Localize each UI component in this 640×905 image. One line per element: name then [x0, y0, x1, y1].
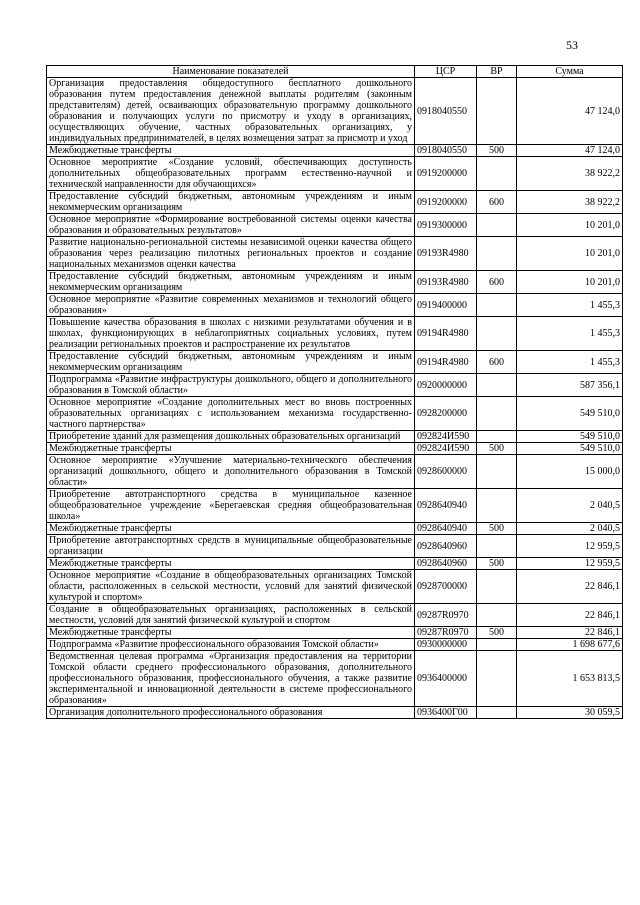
- row-name: Организация дополнительного профессионального образования: [47, 707, 415, 719]
- row-sum: 549 510,0: [517, 431, 623, 443]
- table-row: [47, 558, 623, 570]
- row-sum: 38 922,2: [517, 157, 623, 191]
- page-number: 53: [566, 38, 578, 52]
- row-csr: 092824И590: [415, 431, 477, 443]
- row-csr: 09194R4980: [415, 351, 477, 374]
- row-name: Основное мероприятие «Формирование востребованной системы оценки качества образования и образовательных результатов»: [47, 214, 415, 237]
- row-name: Подпрограмма «Развитие профессионального образования Томской области»: [47, 639, 415, 651]
- row-csr: 0928200000: [415, 397, 477, 431]
- row-csr: 0936400000: [415, 651, 477, 707]
- row-sum: 12 959,5: [517, 558, 623, 570]
- row-name: Предоставление субсидий бюджетным, автономным учреждениям и иным некоммерческим организациям: [47, 191, 415, 214]
- table-row: [47, 604, 623, 627]
- row-sum: 549 510,0: [517, 397, 623, 431]
- row-vr: [477, 535, 517, 558]
- table-row: [47, 317, 623, 351]
- column-header-sum: Сумма: [517, 66, 623, 78]
- row-csr: 0920000000: [415, 374, 477, 397]
- table-row: [47, 707, 623, 719]
- table-header-row: [47, 66, 623, 78]
- budget-table: [46, 65, 623, 719]
- row-sum: 549 510,0: [517, 443, 623, 455]
- row-name: Приобретение автотранспортных средств в муниципальные общеобразовательные организации: [47, 535, 415, 558]
- row-name: Основное мероприятие «Создание дополнительных мест во вновь построенных образовательных организациях с использованием механизма государственно-частного партнерства»: [47, 397, 415, 431]
- row-sum: 1 455,3: [517, 317, 623, 351]
- row-csr: 0928700000: [415, 570, 477, 604]
- row-name: Развитие национально-региональной системы независимой оценки качества общего образования через реализацию пилотных региональных проектов и создание национальных механизмов оценки качества: [47, 237, 415, 271]
- row-csr: 0928640940: [415, 489, 477, 523]
- table-row: [47, 351, 623, 374]
- row-csr: 092824И590: [415, 443, 477, 455]
- row-vr: [477, 639, 517, 651]
- row-csr: 0930000000: [415, 639, 477, 651]
- row-sum: 38 922,2: [517, 191, 623, 214]
- row-name: Основное мероприятие «Создание в общеобразовательных организациях Томской области, расположенных в сельской местности, условий для занятий физической культурой и спортом»: [47, 570, 415, 604]
- row-sum: 12 959,5: [517, 535, 623, 558]
- row-vr: [477, 157, 517, 191]
- table-row: [47, 294, 623, 317]
- table-row: [47, 271, 623, 294]
- row-vr: [477, 489, 517, 523]
- row-name: Подпрограмма «Развитие инфраструктуры дошкольного, общего и дополнительного образования в Томской области»: [47, 374, 415, 397]
- column-header-vr: ВР: [477, 66, 517, 78]
- row-name: Приобретение автотранспортного средства в муниципальное казенное общеобразовательное учреждение «Берегаевская средняя общеобразовательная школа»: [47, 489, 415, 523]
- table-row: [47, 237, 623, 271]
- row-csr: 0919200000: [415, 157, 477, 191]
- row-sum: 22 846,1: [517, 570, 623, 604]
- table-row: [47, 523, 623, 535]
- row-sum: 1 455,3: [517, 351, 623, 374]
- row-vr: [477, 431, 517, 443]
- column-header-name: Наименование показателей: [47, 66, 415, 78]
- table-row: [47, 397, 623, 431]
- row-vr: [477, 455, 517, 489]
- row-vr: 600: [477, 351, 517, 374]
- row-csr: 0928640940: [415, 523, 477, 535]
- row-csr: 0928640960: [415, 558, 477, 570]
- row-vr: [477, 707, 517, 719]
- table-row: [47, 570, 623, 604]
- row-sum: 10 201,0: [517, 237, 623, 271]
- row-sum: 22 846,1: [517, 627, 623, 639]
- row-sum: 15 000,0: [517, 455, 623, 489]
- table-row: [47, 374, 623, 397]
- row-name: Межбюджетные трансферты: [47, 145, 415, 157]
- table-body: [47, 78, 623, 719]
- row-name: Межбюджетные трансферты: [47, 443, 415, 455]
- table-row: [47, 489, 623, 523]
- row-csr: 09287R0970: [415, 604, 477, 627]
- table-row: [47, 639, 623, 651]
- row-name: Межбюджетные трансферты: [47, 558, 415, 570]
- row-vr: [477, 604, 517, 627]
- row-vr: 500: [477, 627, 517, 639]
- row-csr: 09193R4980: [415, 237, 477, 271]
- row-vr: 500: [477, 145, 517, 157]
- table-row: [47, 78, 623, 145]
- row-sum: 1 698 677,6: [517, 639, 623, 651]
- row-vr: 500: [477, 558, 517, 570]
- row-csr: 09194R4980: [415, 317, 477, 351]
- row-csr: 0928600000: [415, 455, 477, 489]
- table-row: [47, 191, 623, 214]
- row-vr: [477, 214, 517, 237]
- table-row: [47, 145, 623, 157]
- row-name: Основное мероприятие «Развитие современных механизмов и технологий общего образования»: [47, 294, 415, 317]
- table-row: [47, 157, 623, 191]
- row-sum: 587 356,1: [517, 374, 623, 397]
- row-name: Приобретение зданий для размещения дошкольных образовательных организаций: [47, 431, 415, 443]
- row-vr: 500: [477, 443, 517, 455]
- table-row: [47, 443, 623, 455]
- row-name: Ведомственная целевая программа «Организация предоставления на территории Томской области среднего профессионального образования, дополнительного профессионального образования, профессионального обучения, а также развитие экспериментальной и инновационной деятельности в системе профессионального образования»: [47, 651, 415, 707]
- row-name: Организация предоставления общедоступного бесплатного дошкольного образования путем предоставления денежной выплаты родителям (законным представителям) детей, осваивающих образовательную программу дошкольного образования и получающих услуги по присмотру и уходу в организациях, осуществляющих обучение, частных образовательных организациях, у индивидуальных предпринимателей, в целях возмещения затрат за присмотр и уход: [47, 78, 415, 145]
- row-sum: 10 201,0: [517, 271, 623, 294]
- row-name: Повышение качества образования в школах с низкими результатами обучения и в школах, функционирующих в неблагоприятных социальных условиях, путем реализации региональных проектов и распространение их результатов: [47, 317, 415, 351]
- row-sum: 2 040,5: [517, 523, 623, 535]
- row-name: Межбюджетные трансферты: [47, 523, 415, 535]
- column-header-csr: ЦСР: [415, 66, 477, 78]
- row-sum: 1 653 813,5: [517, 651, 623, 707]
- row-sum: 2 040,5: [517, 489, 623, 523]
- row-name: Основное мероприятие «Создание условий, обеспечивающих доступность дополнительных общеобразовательных программ естественно-научной и технической направленности для обучающихся»: [47, 157, 415, 191]
- row-csr: 0919400000: [415, 294, 477, 317]
- row-csr: 0919200000: [415, 191, 477, 214]
- table-row: [47, 214, 623, 237]
- row-sum: 30 059,5: [517, 707, 623, 719]
- row-vr: [477, 570, 517, 604]
- row-vr: 600: [477, 191, 517, 214]
- row-vr: 500: [477, 523, 517, 535]
- row-csr: 0918040550: [415, 78, 477, 145]
- row-csr: 09193R4980: [415, 271, 477, 294]
- row-sum: 47 124,0: [517, 145, 623, 157]
- row-sum: 1 455,3: [517, 294, 623, 317]
- row-sum: 10 201,0: [517, 214, 623, 237]
- row-csr: 0928640960: [415, 535, 477, 558]
- table-row: [47, 455, 623, 489]
- row-csr: 0936400Г00: [415, 707, 477, 719]
- table-row: [47, 535, 623, 558]
- row-name: Основное мероприятие «Улучшение материально-технического обеспечения организаций дошкольного, общего и дополнительного образования в Томской области»: [47, 455, 415, 489]
- row-vr: [477, 397, 517, 431]
- row-vr: [477, 294, 517, 317]
- row-name: Предоставление субсидий бюджетным, автономным учреждениям и иным некоммерческим организациям: [47, 271, 415, 294]
- row-vr: [477, 317, 517, 351]
- row-name: Предоставление субсидий бюджетным, автономным учреждениям и иным некоммерческим организациям: [47, 351, 415, 374]
- table-row: [47, 651, 623, 707]
- row-name: Межбюджетные трансферты: [47, 627, 415, 639]
- row-vr: [477, 651, 517, 707]
- row-vr: [477, 374, 517, 397]
- row-vr: [477, 237, 517, 271]
- row-name: Создание в общеобразовательных организациях, расположенных в сельской местности, условий для занятий физической культурой и спортом: [47, 604, 415, 627]
- row-sum: 22 846,1: [517, 604, 623, 627]
- row-vr: [477, 78, 517, 145]
- row-csr: 0919300000: [415, 214, 477, 237]
- row-csr: 09287R0970: [415, 627, 477, 639]
- table-row: [47, 431, 623, 443]
- row-vr: 600: [477, 271, 517, 294]
- row-csr: 0918040550: [415, 145, 477, 157]
- row-sum: 47 124,0: [517, 78, 623, 145]
- table-row: [47, 627, 623, 639]
